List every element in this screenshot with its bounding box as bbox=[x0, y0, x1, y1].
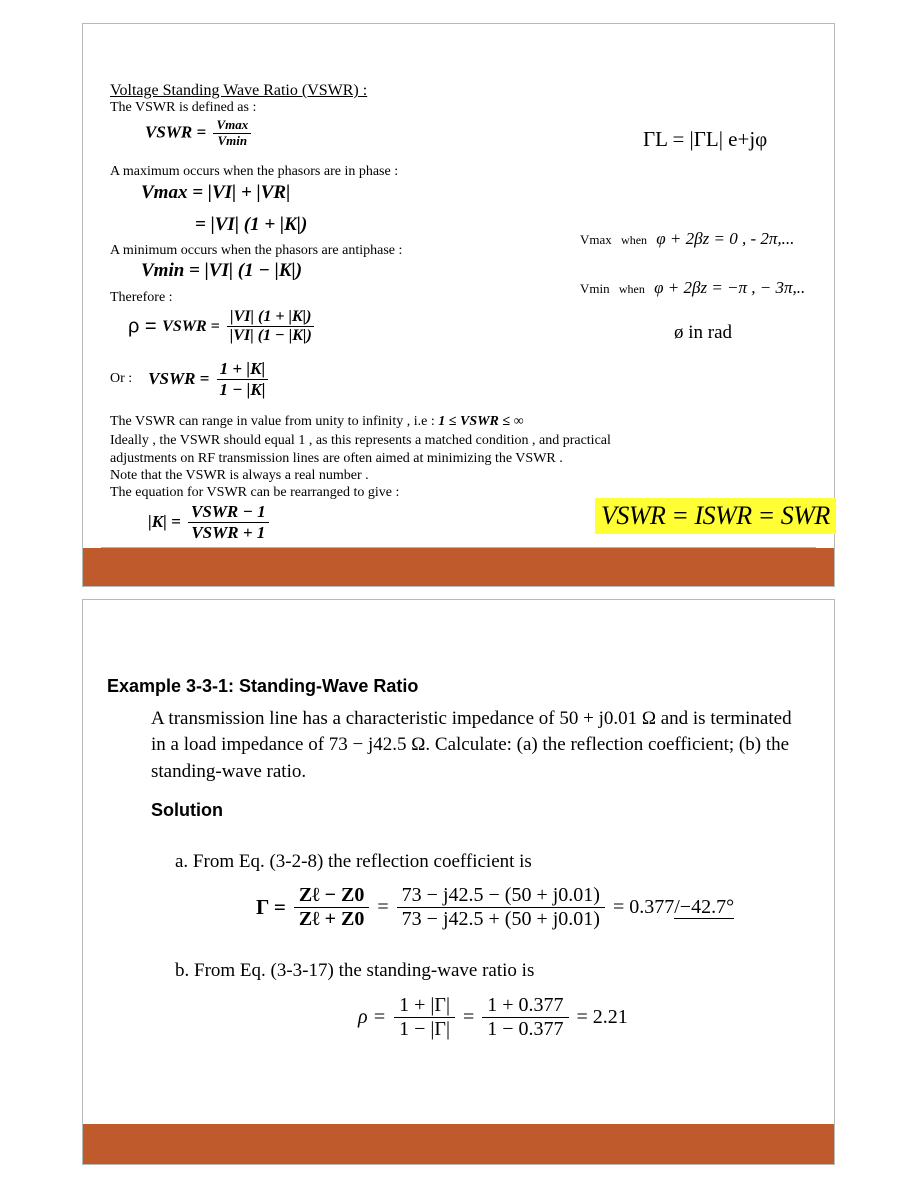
vmin-cond-label: Vmin bbox=[580, 281, 610, 296]
rho-lhs-2: ρ = bbox=[358, 1006, 387, 1028]
rho-frac2-den: 1 − 0.377 bbox=[487, 1018, 564, 1040]
vmax-eq2: = |VI| (1 + |K|) bbox=[195, 214, 308, 235]
part-a-text: a. From Eq. (3-2-8) the reflection coefficient is bbox=[175, 851, 532, 872]
problem-line-3: standing-wave ratio. bbox=[151, 761, 307, 782]
k-lhs: |K| = bbox=[148, 512, 181, 532]
range-text: The VSWR can range in value from unity to infinity , i.e : bbox=[110, 414, 435, 429]
rho-equation bbox=[128, 308, 318, 346]
gamma-lhs: Γ = bbox=[256, 895, 286, 919]
vswr-highlight-box: VSWR = ISWR = SWR bbox=[595, 498, 836, 534]
problem-line-2: in a load impedance of 73 − j42.5 Ω. Calculate: (a) the reflection coefficient; (b) the bbox=[151, 734, 790, 755]
para-2: adjustments on RF transmission lines are often aimed at minimizing the VSWR . bbox=[110, 451, 563, 466]
impedance-fraction bbox=[294, 884, 370, 931]
frac2-den: 73 − j42.5 + (50 + j0.01) bbox=[401, 908, 600, 930]
vswr-def-den: Vmin bbox=[217, 132, 248, 148]
vswr-definition bbox=[145, 118, 254, 149]
or-label: Or : bbox=[110, 371, 133, 387]
frac1-den: Zℓ + Z0 bbox=[298, 908, 365, 930]
rho-fraction bbox=[227, 308, 315, 346]
rho-lhs: ρ = bbox=[128, 315, 163, 338]
vswr-def-lhs: VSWR = bbox=[145, 122, 207, 142]
vmax-condition bbox=[580, 229, 794, 249]
rho-equals: = bbox=[462, 1006, 475, 1028]
or-lhs: VSWR = bbox=[148, 369, 210, 389]
rho-frac2-num: 1 + 0.377 bbox=[482, 994, 568, 1018]
k-fraction bbox=[188, 502, 269, 542]
solution-heading: Solution bbox=[151, 800, 223, 820]
gamma-calculation bbox=[256, 884, 734, 931]
vmin-cond-eq: φ + 2βz = −π , − 3π,.. bbox=[654, 278, 806, 297]
or-den: 1 − |K| bbox=[219, 379, 266, 399]
or-num: 1 + |K| bbox=[217, 359, 269, 380]
therefore-label: Therefore : bbox=[110, 290, 173, 305]
rho-gamma-fraction bbox=[394, 994, 455, 1041]
range-line bbox=[110, 414, 524, 430]
para-3: Note that the VSWR is always a real number . bbox=[110, 468, 369, 483]
min-text: A minimum occurs when the phasors are antiphase : bbox=[110, 243, 403, 258]
rho-den: |VI| (1 − |K|) bbox=[229, 327, 312, 345]
rho-num: |VI| (1 + |K|) bbox=[227, 308, 314, 327]
rho-numeric-fraction bbox=[482, 994, 568, 1041]
vmin-condition bbox=[580, 278, 805, 298]
slide-2 bbox=[82, 599, 835, 1165]
rho-calculation bbox=[358, 994, 628, 1041]
gamma-result-magnitude: = 0.377 bbox=[612, 896, 675, 918]
vmax-cond-label: Vmax bbox=[580, 232, 612, 247]
k-equation bbox=[148, 502, 272, 542]
slide-1 bbox=[82, 23, 835, 587]
part-b-text: b. From Eq. (3-3-17) the standing-wave ratio is bbox=[175, 960, 535, 981]
vswr-intro: The VSWR is defined as : bbox=[110, 100, 257, 115]
vmin-eq: Vmin = |VI| (1 − |K|) bbox=[141, 260, 303, 281]
rho-frac1-den: 1 − |Γ| bbox=[399, 1018, 450, 1040]
frac1-num: Zℓ − Z0 bbox=[294, 884, 370, 908]
vmin-cond-when: when bbox=[618, 282, 645, 296]
vswr-def-fraction bbox=[213, 118, 251, 149]
or-equation bbox=[110, 359, 272, 399]
problem-line-1: A transmission line has a characteristic impedance of 50 + j0.01 Ω and is terminated bbox=[151, 708, 792, 729]
rho-frac1-num: 1 + |Γ| bbox=[394, 994, 455, 1018]
example-heading: Example 3-3-1: Standing-Wave Ratio bbox=[107, 676, 419, 696]
footer-bar-2 bbox=[83, 1124, 834, 1164]
footer-bar bbox=[83, 548, 834, 586]
k-num: VSWR − 1 bbox=[188, 502, 269, 523]
para-1: Ideally , the VSWR should equal 1 , as this represents a matched condition , and practical bbox=[110, 433, 611, 448]
vmax-eq1: Vmax = |VI| + |VR| bbox=[141, 182, 291, 203]
numeric-fraction bbox=[397, 884, 605, 931]
vmax-cond-eq: φ + 2βz = 0 , - 2π,... bbox=[656, 229, 795, 248]
or-fraction bbox=[216, 359, 268, 399]
rho-result: = 2.21 bbox=[576, 1006, 628, 1028]
gamma-result bbox=[613, 896, 734, 919]
phi-note: ø in rad bbox=[674, 322, 733, 343]
slide1-title: Voltage Standing Wave Ratio (VSWR) : bbox=[110, 82, 368, 99]
gamma-equation: ΓL = |ΓL| e+jφ bbox=[643, 127, 768, 151]
equals-sign: = bbox=[377, 896, 389, 918]
frac2-num: 73 − j42.5 − (50 + j0.01) bbox=[397, 884, 605, 908]
max-text: A maximum occurs when the phasors are in phase : bbox=[110, 164, 399, 179]
range-eq: 1 ≤ VSWR ≤ ∞ bbox=[438, 414, 524, 429]
para-4: The equation for VSWR can be rearranged to give : bbox=[110, 485, 400, 500]
vmax-cond-when: when bbox=[621, 233, 648, 247]
vswr-def-num: Vmax bbox=[213, 118, 251, 134]
k-den: VSWR + 1 bbox=[191, 522, 266, 542]
gamma-result-angle: /−42.7° bbox=[674, 896, 735, 918]
rho-vswr: VSWR = bbox=[162, 317, 220, 335]
